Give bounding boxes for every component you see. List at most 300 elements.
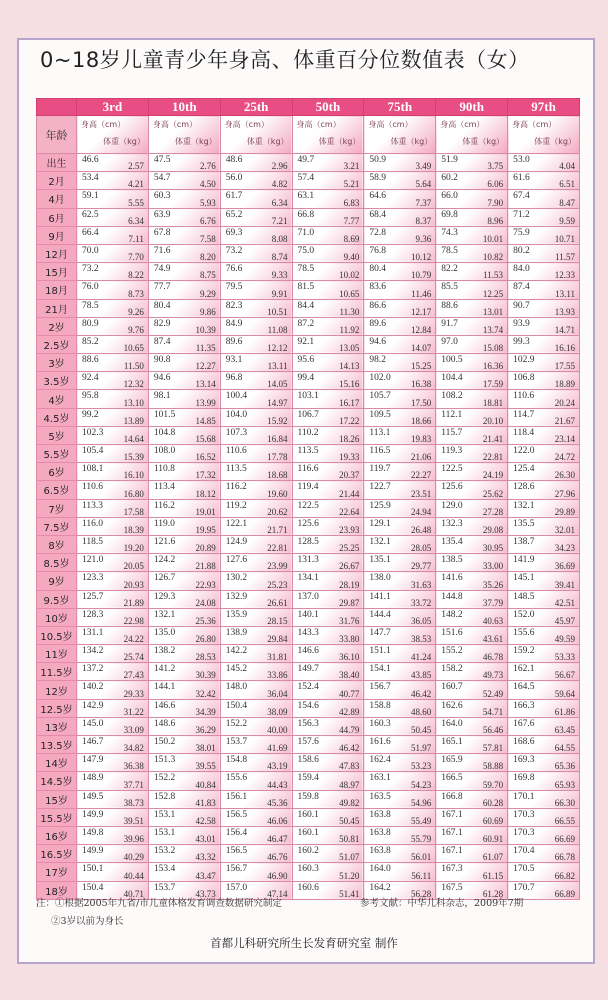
weight-value: 14.05 [267,379,288,390]
weight-value: 24.22 [123,634,144,645]
weight-value: 41.24 [410,652,432,663]
table-row [37,572,580,590]
value-cell [292,790,364,808]
weight-value: 6.06 [487,179,504,190]
value-cell [364,572,436,590]
value-cell [77,226,149,244]
table-row [37,517,580,535]
height-value: 127.6 [225,555,248,566]
weight-value: 25.62 [482,488,504,499]
weight-value: 59.70 [482,779,504,790]
value-cell [77,663,149,681]
age-cell: 11.5岁 [37,663,77,681]
value-cell [436,608,508,626]
value-cell [436,372,508,390]
height-value: 87.4 [153,336,171,347]
height-value: 135.4 [441,536,463,547]
height-value: 156.5 [225,809,248,820]
table-row [37,808,580,826]
unit-header-row [37,116,580,154]
weight-value: 61.15 [482,870,504,881]
weight-value: 50.81 [339,834,360,845]
value-cell [508,681,580,699]
weight-value: 47.83 [339,761,360,772]
height-value: 87.2 [297,318,315,329]
value-cell [77,281,149,299]
weight-value: 11.30 [339,306,360,317]
height-value: 163.8 [369,827,391,838]
weight-value: 45.36 [267,797,288,808]
weight-value: 12.32 [123,379,144,390]
footnote-2: ②3岁以前为身长 [51,916,124,927]
height-value: 115.7 [441,427,463,438]
weight-value: 40.84 [195,779,216,790]
value-cell [508,390,580,408]
height-value: 131.1 [82,627,104,638]
value-cell [508,299,580,317]
value-cell [508,517,580,535]
height-value: 101.5 [153,409,176,420]
height-value: 138.7 [513,536,535,547]
value-cell [436,808,508,826]
value-cell [436,445,508,463]
value-cell [292,754,364,772]
height-value: 170.7 [513,882,535,893]
weight-value: 56.28 [410,888,432,899]
weight-value: 36.38 [123,761,144,772]
height-value: 125.6 [297,518,319,529]
height-value: 157.6 [297,737,319,747]
percentile-header: 10th [148,99,220,116]
height-value: 105.7 [369,391,391,402]
value-cell [292,244,364,262]
height-value: 84.4 [297,300,315,311]
height-value: 125.7 [82,591,104,602]
height-value: 60.2 [441,173,458,184]
weight-value: 16.36 [482,361,504,372]
weight-value: 20.37 [339,470,360,481]
value-cell [148,517,220,535]
weight-value: 7.11 [128,233,144,244]
height-value: 135.1 [369,555,391,566]
value-cell [77,845,149,863]
value-cell [220,390,292,408]
height-value: 167.1 [441,846,463,857]
height-value: 58.9 [369,173,386,184]
height-value: 170.4 [513,846,535,857]
height-value: 137.0 [297,591,319,602]
value-cell [364,317,436,335]
value-cell [77,808,149,826]
weight-value: 20.89 [195,543,216,554]
value-cell [148,717,220,735]
height-value: 107.3 [225,427,248,438]
weight-value: 25.23 [267,579,288,590]
weight-value: 21.44 [339,488,360,499]
height-value: 152.4 [297,682,319,693]
value-cell [292,736,364,754]
value-cell [148,263,220,281]
weight-value: 55.49 [410,815,432,826]
weight-value: 22.81 [482,452,504,463]
value-cell [148,863,220,881]
height-value: 80.9 [82,318,99,329]
weight-value: 43.01 [195,834,216,845]
table-row [37,408,580,426]
unit-header-cell [77,116,149,154]
weight-value: 9.40 [343,252,360,263]
height-value: 116.2 [153,500,175,511]
height-value: 151.6 [441,627,463,638]
age-cell: 7.5岁 [37,517,77,535]
height-value: 95.6 [297,355,315,366]
value-cell [292,499,364,517]
value-cell [220,608,292,626]
value-cell [292,263,364,281]
height-value: 99.4 [297,373,315,384]
height-value: 152.2 [153,773,176,784]
weight-value: 23.93 [339,524,360,535]
weight-value: 29.89 [554,506,575,517]
table-row [37,826,580,844]
height-value: 113.5 [225,464,247,475]
height-value: 160.1 [297,809,319,820]
value-cell [292,372,364,390]
weight-value: 9.29 [199,288,216,299]
height-value: 80.4 [153,300,171,311]
weight-value: 47.14 [267,888,288,899]
weight-value: 66.89 [554,888,575,899]
weight-value: 13.05 [339,343,360,354]
height-value: 69.8 [441,209,458,220]
height-value: 163.8 [369,846,391,857]
weight-value: 53.33 [554,652,575,663]
value-cell [148,535,220,553]
weight-value: 6.34 [271,197,288,208]
weight-value: 39.41 [554,579,575,590]
height-value: 156.7 [225,864,248,875]
value-cell [220,317,292,335]
weight-value: 53.23 [410,761,432,772]
weight-value: 17.58 [123,506,144,517]
height-value: 73.2 [82,264,99,275]
table-row [37,445,580,463]
age-cell: 16岁 [37,826,77,844]
percentile-header: 75th [364,99,436,116]
weight-value: 51.07 [339,852,360,863]
value-cell [436,590,508,608]
value-cell [77,681,149,699]
value-cell [77,390,149,408]
weight-value: 6.34 [128,215,144,226]
value-cell [508,863,580,881]
height-value: 113.5 [297,446,319,456]
weight-value: 51.97 [410,743,432,754]
value-cell [436,244,508,262]
value-cell [292,645,364,663]
weight-value: 14.97 [267,397,288,408]
value-cell [77,626,149,644]
height-value: 81.5 [297,282,315,293]
weight-value: 8.22 [128,270,144,281]
value-cell [77,517,149,535]
height-value: 155.6 [225,773,248,784]
height-value: 74.9 [153,264,171,275]
value-cell [436,699,508,717]
value-cell [292,826,364,844]
value-cell [148,626,220,644]
value-cell [292,335,364,353]
height-value: 156.1 [225,791,248,802]
height-value: 149.8 [82,827,104,838]
age-cell: 21月 [37,299,77,317]
value-cell [364,645,436,663]
weight-value: 35.26 [482,579,504,590]
height-value: 48.6 [225,155,243,165]
age-cell: 9月 [37,226,77,244]
age-cell: 12.5岁 [37,699,77,717]
value-cell [364,190,436,208]
height-value: 108.2 [441,391,463,402]
weight-value: 13.74 [482,324,504,335]
height-value: 116.6 [297,464,319,475]
height-value: 132.1 [513,500,535,511]
weight-value: 43.32 [195,852,216,863]
weight-value: 10.39 [195,324,216,335]
weight-value: 20.05 [123,561,144,572]
value-cell [364,281,436,299]
weight-value: 61.86 [554,706,575,717]
weight-value: 11.35 [195,343,216,354]
weight-value: 41.69 [267,743,288,754]
value-cell [508,408,580,426]
percentile-header-row [37,99,580,116]
weight-unit-label: 体重（kg） [174,137,217,146]
weight-value: 8.73 [128,288,144,299]
weight-value: 28.53 [195,652,216,663]
height-value: 154.8 [225,755,248,766]
table-row [37,354,580,372]
weight-value: 10.12 [410,252,432,263]
height-value: 152.8 [153,791,176,802]
height-value: 132.1 [369,536,391,547]
value-cell [508,154,580,172]
value-cell [148,299,220,317]
height-value: 138.9 [225,627,248,638]
height-value: 169.3 [513,755,535,766]
table-row [37,736,580,754]
weight-value: 7.77 [343,215,360,226]
value-cell [508,590,580,608]
height-value: 47.5 [153,155,171,165]
weight-value: 40.00 [267,725,288,735]
value-cell [364,208,436,226]
height-value: 112.1 [441,409,463,420]
weight-value: 40.71 [123,888,144,899]
height-value: 170.5 [513,864,535,875]
height-value: 142.2 [225,646,248,657]
height-value: 168.6 [513,737,535,747]
weight-value: 16.52 [195,452,216,463]
header-corner [37,99,77,116]
height-value: 169.8 [513,773,535,784]
value-cell [220,190,292,208]
table-row [37,172,580,190]
value-cell [292,190,364,208]
height-value: 149.5 [82,791,104,802]
value-cell [77,590,149,608]
weight-value: 57.81 [482,743,504,754]
weight-value: 48.60 [410,706,432,717]
value-cell [148,335,220,353]
weight-unit-label: 体重（kg） [390,137,433,146]
height-value: 122.0 [513,446,535,456]
height-value: 167.1 [441,827,463,838]
weight-value: 12.17 [410,306,432,317]
table-row [37,554,580,572]
weight-value: 15.39 [123,452,144,463]
value-cell [292,426,364,444]
weight-value: 2.57 [128,161,144,172]
weight-value: 10.71 [554,233,575,244]
height-value: 53.4 [82,173,99,184]
value-cell [77,408,149,426]
unit-header-cell [436,116,508,154]
value-cell [364,172,436,190]
height-value: 84.9 [225,318,243,329]
value-cell [148,408,220,426]
weight-value: 16.16 [554,343,575,354]
height-value: 98.1 [153,391,171,402]
weight-value: 14.07 [410,343,432,354]
height-value: 151.1 [369,646,391,657]
height-value: 134.2 [82,646,104,657]
height-value: 147.9 [82,755,104,766]
weight-unit-label: 体重（kg） [318,137,361,146]
height-value: 148.0 [225,682,248,693]
weight-value: 9.33 [271,270,288,281]
value-cell [148,354,220,372]
unit-header-cell [292,116,364,154]
value-cell [77,863,149,881]
weight-value: 43.19 [267,761,288,772]
height-value: 158.8 [369,700,391,711]
reference-note: 参考文献：中华儿科杂志，2009年7期 [360,898,524,909]
height-value: 135.9 [225,609,248,620]
weight-value: 8.69 [343,233,360,244]
weight-value: 38.40 [339,670,360,681]
value-cell [220,244,292,262]
weight-value: 6.51 [559,179,575,190]
age-cell: 18岁 [37,881,77,899]
weight-value: 24.72 [554,452,575,463]
height-value: 77.7 [153,282,171,293]
weight-value: 31.22 [123,706,144,717]
weight-value: 19.83 [410,434,432,444]
weight-value: 65.36 [554,761,575,772]
weight-value: 40.77 [339,688,360,699]
weight-value: 66.78 [554,852,575,863]
value-cell [292,845,364,863]
weight-value: 37.79 [482,597,504,608]
value-cell [220,154,292,172]
age-cell: 4月 [37,190,77,208]
value-cell [292,390,364,408]
height-value: 70.0 [82,245,99,256]
height-value: 138.2 [153,646,176,657]
weight-value: 50.45 [410,725,432,735]
value-cell [148,663,220,681]
value-cell [436,263,508,281]
weight-value: 59.64 [554,688,575,699]
value-cell [292,517,364,535]
value-cell [220,281,292,299]
weight-value: 13.11 [555,288,575,299]
weight-value: 4.04 [559,161,575,172]
value-cell [292,881,364,899]
height-value: 164.0 [369,864,391,875]
value-cell [220,754,292,772]
percentile-header: 50th [292,99,364,116]
height-value: 80.2 [513,245,530,256]
height-value: 141.2 [153,664,176,675]
height-value: 159.4 [297,773,319,784]
weight-value: 39.55 [195,761,216,772]
value-cell [508,645,580,663]
weight-value: 26.67 [339,561,360,572]
height-value: 129.3 [153,591,176,602]
height-unit-label: 身高（cm） [368,120,413,129]
weight-value: 18.26 [339,434,360,444]
height-value: 116.0 [82,518,104,529]
value-cell [436,426,508,444]
weight-value: 22.81 [267,543,288,554]
height-value: 110.6 [513,391,535,402]
value-cell [220,226,292,244]
value-cell [292,172,364,190]
height-value: 141.6 [441,573,463,584]
height-value: 110.2 [297,427,319,438]
height-value: 153.7 [153,882,176,893]
height-value: 130.2 [225,573,248,584]
weight-value: 63.45 [554,725,575,735]
height-value: 74.3 [441,227,458,238]
weight-value: 20.10 [482,415,504,426]
weight-value: 15.08 [482,343,504,354]
weight-value: 11.53 [483,270,504,281]
weight-value: 19.60 [267,488,288,499]
weight-value: 20.24 [554,397,575,408]
height-value: 148.2 [441,609,463,620]
height-value: 98.2 [369,355,386,366]
weight-value: 11.50 [123,361,144,372]
height-value: 160.6 [297,882,319,893]
height-value: 116.5 [369,446,391,456]
height-value: 110.6 [82,482,104,493]
height-value: 145.2 [225,664,248,675]
weight-value: 56.01 [410,852,432,863]
weight-value: 4.82 [271,179,288,190]
height-value: 102.9 [513,355,535,366]
weight-value: 9.91 [271,288,288,299]
value-cell [436,517,508,535]
age-cell: 15岁 [37,790,77,808]
footnote-1: 注：①根据2005年九省/市儿童体格发育调查数据研究制定 [36,898,282,909]
value-cell [436,463,508,481]
table-row [37,717,580,735]
value-cell [77,645,149,663]
value-cell [436,645,508,663]
